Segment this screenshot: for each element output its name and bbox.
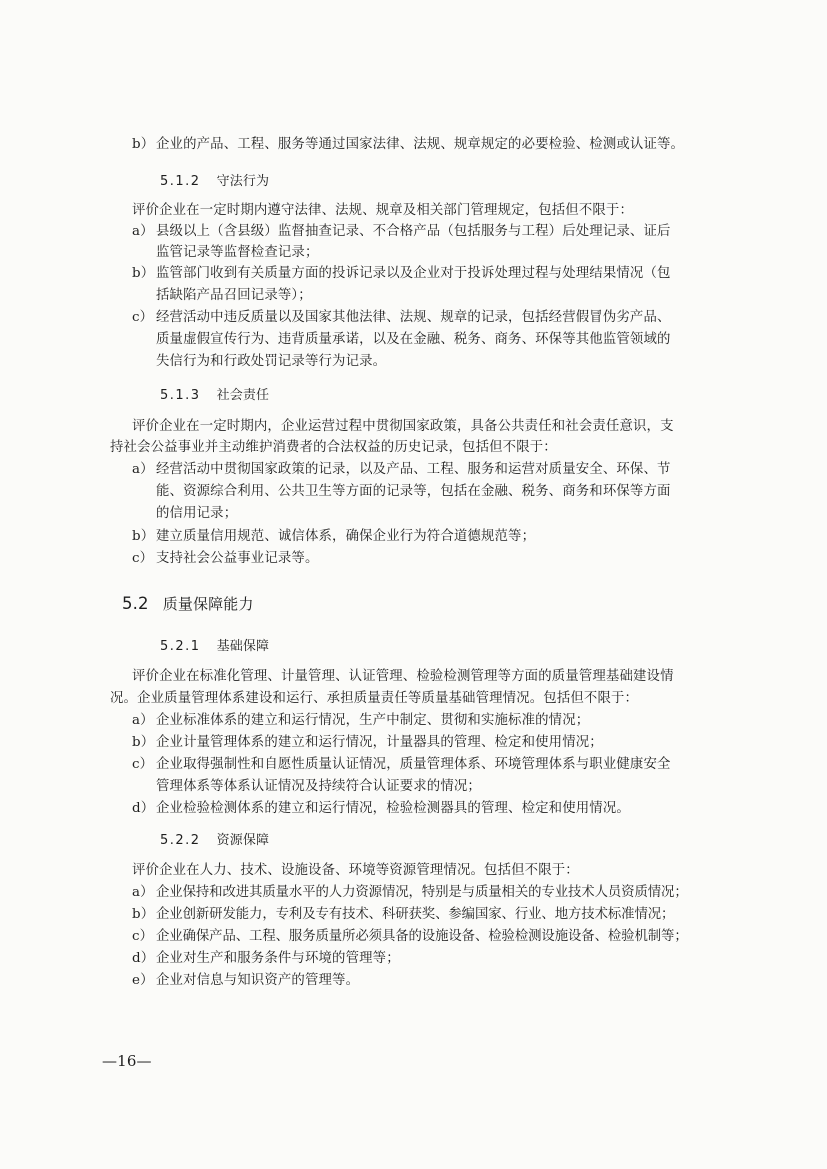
list-item-text: 支持社会公益事业记录等。 (156, 551, 319, 566)
list-item (132, 549, 319, 569)
list-item (132, 460, 671, 480)
section-number: 5.2.2 (160, 833, 201, 848)
paragraph-line: 评价企业在标准化管理、计量管理、认证管理、检验检测管理等方面的质量管理基础建设情 (132, 669, 674, 684)
section-heading-5-2-1 (160, 637, 269, 657)
list-item (132, 711, 589, 731)
section-number: 5.1.3 (160, 388, 201, 403)
list-marker: b） (132, 137, 155, 152)
list-item (132, 883, 688, 903)
list-marker: b） (132, 907, 155, 922)
list-item-text: 企业保持和改进其质量水平的人力资源情况，特别是与质量相关的专业技术人员资质情况； (156, 885, 688, 900)
list-marker: d） (132, 801, 155, 816)
list-item-text: 经营活动中贯彻国家政策的记录，以及产品、工程、服务和运营对质量安全、环保、节 (156, 462, 671, 477)
list-item (132, 222, 671, 242)
section-number: 5.2 (122, 594, 149, 613)
list-item-text: 县级以上（含县级）监督抽查记录、不合格产品（包括服务与工程）后处理记录、证后 (156, 224, 671, 239)
list-item-text: 监管部门收到有关质量方面的投诉记录以及企业对于投诉处理过程与处理结果情况（包 (156, 266, 671, 281)
list-item (132, 527, 535, 547)
list-item (132, 927, 688, 947)
list-marker: c） (132, 551, 154, 566)
list-item-continuation: 括缺陷产品召回记录等）； (156, 288, 312, 303)
list-item-continuation: 管理体系等体系认证情况及持续符合认证要求的情况； (156, 779, 481, 794)
list-marker: c） (132, 929, 154, 944)
list-item-text: 建立质量信用规范、诚信体系，确保企业行为符合道德规范等； (156, 529, 536, 544)
list-item-continuation: 监管记录等监督检查记录； (156, 245, 319, 260)
section-title: 基础保障 (216, 639, 270, 654)
list-marker: b） (132, 529, 155, 544)
list-marker: b） (132, 266, 155, 281)
list-item-text: 企业的产品、工程、服务等通过国家法律、法规、规章规定的必要检验、检测或认证等。 (156, 137, 685, 152)
section-number: 5.2.1 (160, 639, 201, 654)
list-item-text: 企业计量管理体系的建立和运行情况，计量器具的管理、检定和使用情况； (156, 735, 603, 750)
paragraph: 评价企业在一定时期内遵守法律、法规、规章及相关部门管理规定，包括但不限于： (132, 203, 634, 218)
paragraph-line: 评价企业在一定时期内，企业运营过程中贯彻国家政策，具备公共责任和社会责任意识，支 (132, 419, 674, 434)
list-item-text: 企业确保产品、工程、服务质量所必须具备的设施设备、检验检测设施设备、检验机制等； (156, 929, 688, 944)
list-item-continuation: 质量虚假宣传行为、违背质量承诺，以及在金融、税务、商务、环保等其他监管领域的 (156, 332, 671, 347)
list-item-text: 企业对生产和服务条件与环境的管理等； (156, 951, 400, 966)
section-title: 质量保障能力 (162, 595, 254, 613)
list-item-text: 企业标准体系的建立和运行情况，生产中制定、贯彻和实施标准的情况； (156, 713, 590, 728)
list-marker: a） (132, 462, 154, 477)
list-item-text: 企业创新研发能力，专利及专有技术、科研获奖、参编国家、行业、地方技术标准情况； (156, 907, 675, 922)
list-marker: a） (132, 224, 154, 239)
list-item-text: 企业对信息与知识资产的管理等。 (156, 973, 360, 988)
list-item-continuation: 失信行为和行政处罚记录等行为记录。 (156, 354, 387, 369)
page-number: —16— (102, 1052, 152, 1070)
list-item (132, 264, 671, 284)
list-item (132, 755, 671, 775)
list-marker: a） (132, 713, 154, 728)
list-item (132, 308, 671, 328)
list-item (132, 905, 674, 925)
section-number: 5.1.2 (160, 174, 201, 189)
section-heading-5-2 (122, 594, 254, 614)
paragraph: 评价企业在人力、技术、设施设备、环境等资源管理情况。包括但不限于： (132, 863, 579, 878)
list-item-text: 企业检验检测体系的建立和运行情况，检验检测器具的管理、检定和使用情况。 (156, 801, 630, 816)
list-item (132, 799, 630, 819)
list-item (132, 733, 603, 753)
list-item (132, 971, 359, 991)
section-heading-5-1-2 (160, 172, 269, 192)
list-item-continuation: 能、资源综合利用、公共卫生等方面的记录等，包括在金融、税务、商务和环保等方面 (156, 484, 671, 499)
list-marker: e） (132, 973, 154, 988)
section-title: 资源保障 (216, 833, 270, 848)
paragraph-line: 况。企业质量管理体系建设和运行、承担质量责任等质量基础管理情况。包括但不限于： (110, 691, 639, 706)
list-marker: c） (132, 310, 154, 325)
list-item-text: 企业取得强制性和自愿性质量认证情况，质量管理体系、环境管理体系与职业健康安全 (156, 757, 671, 772)
list-item-continuation: 的信用记录； (156, 506, 238, 521)
list-item (132, 949, 400, 969)
list-item-text: 经营活动中违反质量以及国家其他法律、法规、规章的记录，包括经营假冒伪劣产品、 (156, 310, 671, 325)
list-marker: b） (132, 735, 155, 750)
list-item (132, 135, 684, 155)
list-marker: d） (132, 951, 155, 966)
section-heading-5-1-3 (160, 386, 269, 406)
list-marker: c） (132, 757, 154, 772)
list-marker: a） (132, 885, 154, 900)
paragraph-line: 持社会公益事业并主动维护消费者的合法权益的历史记录，包括但不限于： (110, 440, 557, 455)
section-title: 守法行为 (216, 174, 270, 189)
section-title: 社会责任 (216, 388, 270, 403)
section-heading-5-2-2 (160, 831, 269, 851)
